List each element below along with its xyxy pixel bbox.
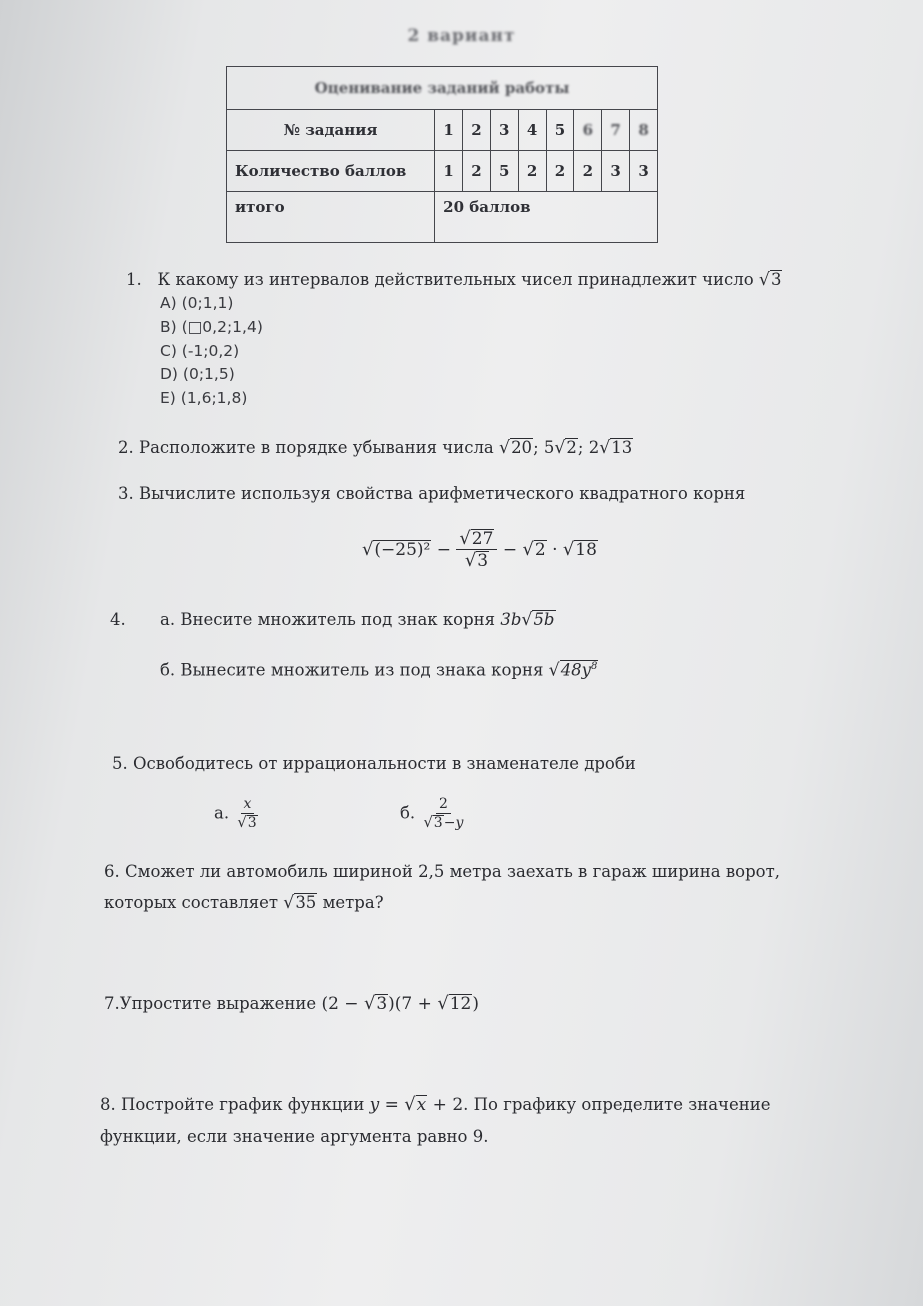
question-1-text: К какому из интервалов действительных чисел принадлежит число xyxy=(157,270,754,289)
question-8-line-1: 8. Постройте график функции y = √x + 2. По графику определите значение xyxy=(100,1094,771,1115)
question-4-number: 4. xyxy=(110,610,126,629)
table-title: Оценивание заданий работы xyxy=(227,67,658,110)
question-1-option-a: A) (0;1,1) xyxy=(160,294,234,312)
points-label: Количество баллов xyxy=(227,151,435,192)
total-label: итого xyxy=(227,192,435,243)
points-cell: 2 xyxy=(463,151,491,192)
task-number-cell: 2 xyxy=(463,110,491,151)
question-3-text: 3. Вычислите используя свойства арифметического квадратного корня xyxy=(118,484,746,503)
sqrt-20: √20 xyxy=(499,438,533,458)
question-8-line-2: функции, если значение аргумента равно 9. xyxy=(100,1127,489,1146)
task-number-cell: 7 xyxy=(602,110,630,151)
points-cell: 2 xyxy=(574,151,602,192)
question-1-option-d: D) (0;1,5) xyxy=(160,365,235,383)
task-number-cell: 6 xyxy=(574,110,602,151)
task-number-cell: 1 xyxy=(435,110,463,151)
task-number-cell: 3 xyxy=(490,110,518,151)
question-1-option-e: E) (1,6;1,8) xyxy=(160,389,248,407)
question-1-number: 1. xyxy=(126,270,142,289)
question-3-formula: √(−25)² − $\frac{√27}{√3}$ − √2 · √18 xyxy=(362,528,597,572)
sqrt-13: √13 xyxy=(599,438,633,458)
total-value: 20 баллов xyxy=(435,192,658,243)
question-7: 7.Упростите выражение (2 − √3)(7 + √12) xyxy=(104,993,479,1014)
question-5b: б. $\frac{2}{√3-y}$ xyxy=(400,796,464,831)
grading-table xyxy=(226,66,658,243)
task-number-cell: 8 xyxy=(630,110,658,151)
sqrt-2: √2 xyxy=(554,438,577,458)
question-1-option-b: B) (□0,2;1,4) xyxy=(160,318,263,336)
question-5-text: 5. Освободитесь от иррациональности в знаменателе дроби xyxy=(112,754,636,773)
task-number-cell: 4 xyxy=(518,110,546,151)
sqrt-3: √3 xyxy=(758,270,782,290)
variant-title: 2 вариант xyxy=(407,26,516,46)
question-1-option-c: C) (-1;0,2) xyxy=(160,342,240,360)
question-6-line-2: которых составляет √35 метра? xyxy=(104,893,384,913)
question-4a: а. Внесите множитель под знак корня 3b√5b xyxy=(160,610,555,630)
question-2-text: 2. Расположите в порядке убывания числа xyxy=(118,438,494,457)
points-cell: 2 xyxy=(546,151,574,192)
question-6-line-1: 6. Сможет ли автомобиль шириной 2,5 метра заехать в гараж ширина ворот, xyxy=(104,862,780,881)
question-1 xyxy=(126,270,782,290)
fraction: $\frac{√27}{√3}$ xyxy=(456,528,497,573)
question-5a: а. $\frac{x}{√3}$ xyxy=(214,796,257,831)
question-4b: б. Вынесите множитель из под знака корня $√48y^8$ xyxy=(160,660,598,681)
question-2: 2. Расположите в порядке убывания числа √20; 5√2; 2√13 xyxy=(118,438,633,458)
task-number-cell: 5 xyxy=(546,110,574,151)
task-number-label: № задания xyxy=(227,110,435,151)
points-cell: 3 xyxy=(630,151,658,192)
points-cell: 1 xyxy=(435,151,463,192)
points-cell: 2 xyxy=(518,151,546,192)
points-cell: 3 xyxy=(602,151,630,192)
points-cell: 5 xyxy=(490,151,518,192)
